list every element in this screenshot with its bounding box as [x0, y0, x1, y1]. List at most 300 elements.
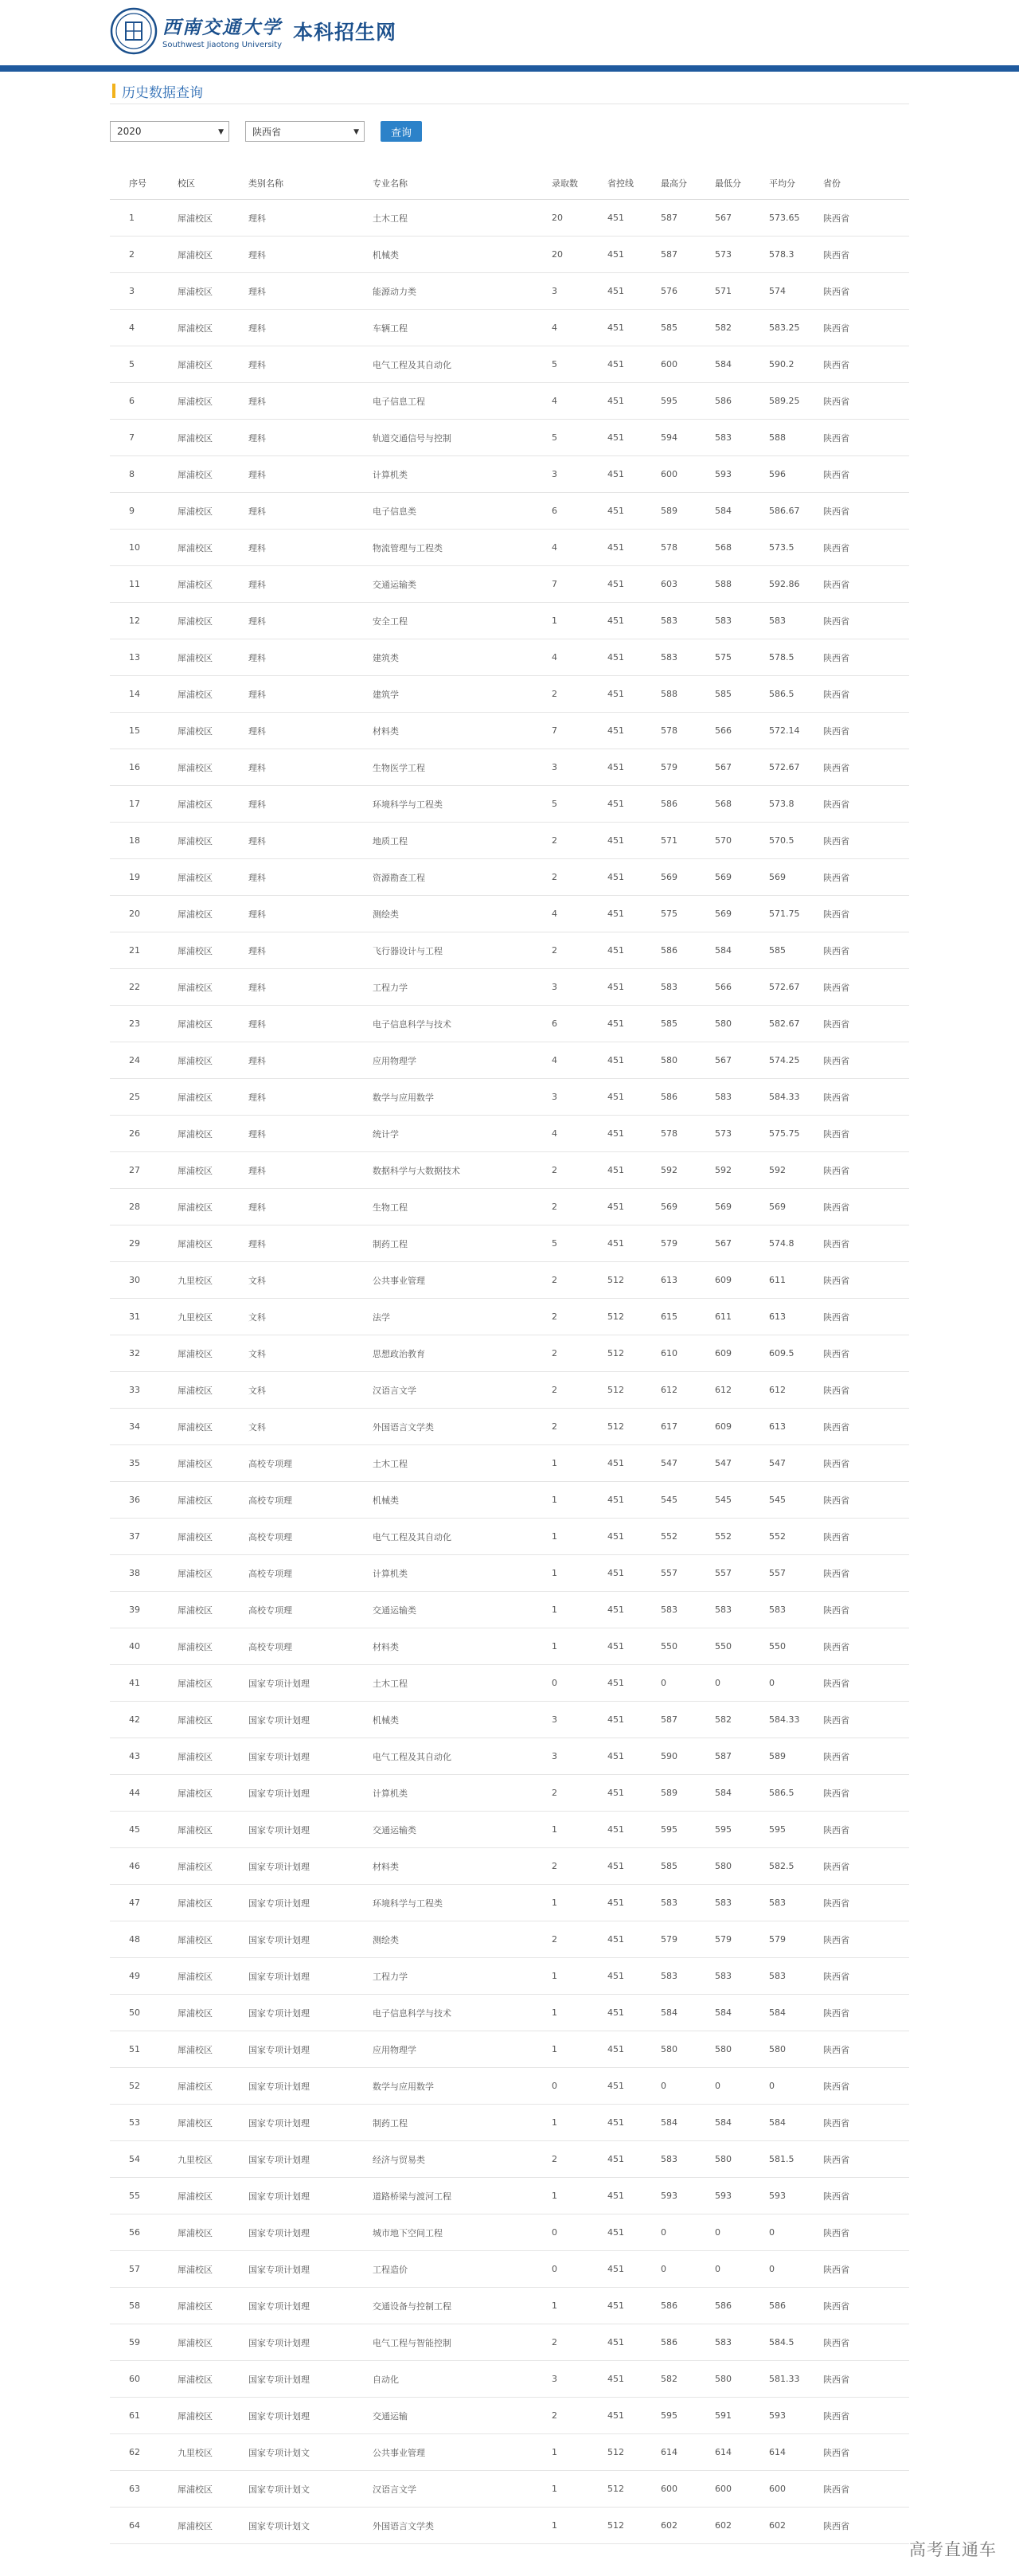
cell-min-score: 545 [696, 1482, 750, 1519]
cell-min-score: 586 [696, 383, 750, 420]
cell-avg-score: 582.5 [750, 1848, 804, 1885]
table-row [110, 859, 909, 896]
cell-campus: 犀浦校区 [158, 1152, 229, 1189]
cell-category: 理科 [229, 1152, 353, 1189]
cell-admitted: 3 [533, 1738, 588, 1775]
cell-min-score: 550 [696, 1628, 750, 1665]
column-header-campus: 校区 [158, 167, 229, 200]
cell-campus: 犀浦校区 [158, 2031, 229, 2068]
cell-avg-score: 611 [750, 1262, 804, 1299]
cell-min-score: 573 [696, 236, 750, 273]
cell-major: 公共事业管理 [353, 1262, 533, 1299]
table-row [110, 1775, 909, 1812]
cell-max-score: 0 [642, 1665, 696, 1702]
table-row [110, 1152, 909, 1189]
cell-avg-score: 588 [750, 420, 804, 456]
cell-max-score: 585 [642, 1848, 696, 1885]
table-row [110, 2471, 909, 2508]
cell-admitted: 1 [533, 1628, 588, 1665]
cell-category: 国家专项计划理 [229, 1775, 353, 1812]
cell-control-line: 451 [588, 2105, 642, 2141]
cell-campus: 犀浦校区 [158, 859, 229, 896]
cell-seq: 20 [110, 896, 158, 932]
cell-major: 数学与应用数学 [353, 1079, 533, 1116]
cell-avg-score: 586.5 [750, 676, 804, 713]
cell-province: 陕西省 [804, 749, 909, 786]
cell-avg-score: 593 [750, 2398, 804, 2434]
cell-avg-score: 589.25 [750, 383, 804, 420]
cell-campus: 犀浦校区 [158, 1225, 229, 1262]
cell-max-score: 578 [642, 530, 696, 566]
cell-campus: 犀浦校区 [158, 1738, 229, 1775]
cell-max-score: 614 [642, 2434, 696, 2471]
cell-control-line: 451 [588, 676, 642, 713]
cell-max-score: 585 [642, 310, 696, 346]
table-row [110, 346, 909, 383]
cell-avg-score: 574.8 [750, 1225, 804, 1262]
cell-control-line: 451 [588, 1812, 642, 1848]
table-row [110, 273, 909, 310]
cell-seq: 7 [110, 420, 158, 456]
cell-max-score: 579 [642, 1225, 696, 1262]
cell-max-score: 583 [642, 2141, 696, 2178]
cell-admitted: 1 [533, 2508, 588, 2544]
table-row [110, 310, 909, 346]
cell-province: 陕西省 [804, 1225, 909, 1262]
cell-category: 文科 [229, 1299, 353, 1335]
cell-min-score: 583 [696, 1079, 750, 1116]
cell-campus: 九里校区 [158, 1262, 229, 1299]
cell-avg-score: 574.25 [750, 1042, 804, 1079]
table-row [110, 786, 909, 823]
cell-campus: 犀浦校区 [158, 1995, 229, 2031]
cell-major: 制药工程 [353, 1225, 533, 1262]
cell-province: 陕西省 [804, 1885, 909, 1921]
cell-category: 理科 [229, 236, 353, 273]
main-content [110, 78, 909, 2531]
cell-province: 陕西省 [804, 2214, 909, 2251]
cell-seq: 39 [110, 1592, 158, 1628]
cell-control-line: 451 [588, 1738, 642, 1775]
table-row [110, 1555, 909, 1592]
cell-min-score: 575 [696, 639, 750, 676]
cell-admitted: 1 [533, 2031, 588, 2068]
cell-seq: 10 [110, 530, 158, 566]
cell-province: 陕西省 [804, 1482, 909, 1519]
cell-campus: 犀浦校区 [158, 493, 229, 530]
cell-admitted: 1 [533, 1482, 588, 1519]
cell-major: 工程造价 [353, 2251, 533, 2288]
cell-category: 高校专项理 [229, 1555, 353, 1592]
cell-seq: 43 [110, 1738, 158, 1775]
cell-province: 陕西省 [804, 969, 909, 1006]
cell-max-score: 579 [642, 1921, 696, 1958]
cell-category: 文科 [229, 1335, 353, 1372]
cell-admitted: 6 [533, 493, 588, 530]
cell-category: 理科 [229, 603, 353, 639]
cell-category: 国家专项计划理 [229, 1958, 353, 1995]
cell-control-line: 451 [588, 273, 642, 310]
cell-province: 陕西省 [804, 1299, 909, 1335]
cell-major: 汉语言文学 [353, 2471, 533, 2508]
cell-control-line: 451 [588, 2178, 642, 2214]
table-row [110, 2361, 909, 2398]
cell-avg-score: 586 [750, 2288, 804, 2324]
cell-min-score: 573 [696, 1116, 750, 1152]
cell-max-score: 583 [642, 1885, 696, 1921]
cell-campus: 犀浦校区 [158, 676, 229, 713]
cell-control-line: 512 [588, 1372, 642, 1409]
cell-major: 思想政治教育 [353, 1335, 533, 1372]
cell-admitted: 2 [533, 2398, 588, 2434]
query-button[interactable]: 查询 [381, 121, 422, 142]
cell-avg-score: 570.5 [750, 823, 804, 859]
cell-min-score: 569 [696, 1189, 750, 1225]
cell-seq: 57 [110, 2251, 158, 2288]
cell-major: 法学 [353, 1299, 533, 1335]
cell-avg-score: 578.3 [750, 236, 804, 273]
cell-seq: 16 [110, 749, 158, 786]
cell-max-score: 583 [642, 639, 696, 676]
cell-category: 文科 [229, 1262, 353, 1299]
cell-avg-score: 550 [750, 1628, 804, 1665]
cell-seq: 15 [110, 713, 158, 749]
cell-category: 国家专项计划理 [229, 2068, 353, 2105]
cell-province: 陕西省 [804, 1921, 909, 1958]
table-row [110, 823, 909, 859]
cell-admitted: 4 [533, 1116, 588, 1152]
cell-seq: 50 [110, 1995, 158, 2031]
cell-control-line: 512 [588, 2471, 642, 2508]
cell-seq: 32 [110, 1335, 158, 1372]
cell-major: 电气工程及其自动化 [353, 1519, 533, 1555]
cell-admitted: 2 [533, 1189, 588, 1225]
column-header-province: 省份 [804, 167, 909, 200]
cell-major: 计算机类 [353, 1555, 533, 1592]
table-row [110, 932, 909, 969]
cell-province: 陕西省 [804, 236, 909, 273]
cell-province: 陕西省 [804, 2508, 909, 2544]
cell-min-score: 547 [696, 1445, 750, 1482]
column-header-major: 专业名称 [353, 167, 533, 200]
cell-seq: 22 [110, 969, 158, 1006]
cell-seq: 14 [110, 676, 158, 713]
cell-max-score: 582 [642, 2361, 696, 2398]
cell-max-score: 575 [642, 896, 696, 932]
cell-major: 材料类 [353, 713, 533, 749]
cell-control-line: 451 [588, 530, 642, 566]
cell-avg-score: 584.33 [750, 1702, 804, 1738]
cell-min-score: 567 [696, 1042, 750, 1079]
table-row [110, 1445, 909, 1482]
cell-avg-score: 613 [750, 1299, 804, 1335]
cell-category: 理科 [229, 530, 353, 566]
cell-avg-score: 579 [750, 1921, 804, 1958]
cell-avg-score: 583.25 [750, 310, 804, 346]
cell-category: 国家专项计划理 [229, 2398, 353, 2434]
cell-province: 陕西省 [804, 1152, 909, 1189]
cell-major: 电气工程及其自动化 [353, 1738, 533, 1775]
header-divider-bar [0, 65, 1019, 72]
cell-control-line: 512 [588, 1262, 642, 1299]
cell-min-score: 567 [696, 200, 750, 236]
cell-category: 国家专项计划理 [229, 1921, 353, 1958]
cell-admitted: 5 [533, 346, 588, 383]
cell-max-score: 587 [642, 200, 696, 236]
cell-max-score: 589 [642, 493, 696, 530]
cell-min-score: 568 [696, 530, 750, 566]
cell-min-score: 584 [696, 1775, 750, 1812]
cell-admitted: 1 [533, 1885, 588, 1921]
table-row [110, 2434, 909, 2471]
table-row [110, 1262, 909, 1299]
cell-max-score: 613 [642, 1262, 696, 1299]
cell-major: 经济与贸易类 [353, 2141, 533, 2178]
table-row [110, 2031, 909, 2068]
cell-province: 陕西省 [804, 2141, 909, 2178]
cell-max-score: 617 [642, 1409, 696, 1445]
cell-major: 统计学 [353, 1116, 533, 1152]
cell-admitted: 1 [533, 603, 588, 639]
table-row [110, 1921, 909, 1958]
cell-province: 陕西省 [804, 1775, 909, 1812]
cell-avg-score: 573.5 [750, 530, 804, 566]
cell-control-line: 451 [588, 1958, 642, 1995]
watermark: 高考直通车 [909, 2540, 997, 2559]
cell-major: 数学与应用数学 [353, 2068, 533, 2105]
cell-seq: 51 [110, 2031, 158, 2068]
cell-admitted: 4 [533, 383, 588, 420]
table-row [110, 1848, 909, 1885]
cell-avg-score: 612 [750, 1372, 804, 1409]
cell-category: 国家专项计划理 [229, 1995, 353, 2031]
cell-campus: 犀浦校区 [158, 273, 229, 310]
university-seal-icon [110, 6, 158, 56]
cell-seq: 30 [110, 1262, 158, 1299]
cell-control-line: 451 [588, 1555, 642, 1592]
cell-max-score: 586 [642, 932, 696, 969]
cell-admitted: 1 [533, 1445, 588, 1482]
cell-major: 测绘类 [353, 896, 533, 932]
cell-category: 高校专项理 [229, 1628, 353, 1665]
cell-campus: 犀浦校区 [158, 639, 229, 676]
cell-major: 机械类 [353, 1482, 533, 1519]
cell-control-line: 451 [588, 1006, 642, 1042]
cell-max-score: 550 [642, 1628, 696, 1665]
cell-seq: 59 [110, 2324, 158, 2361]
table-row [110, 603, 909, 639]
cell-control-line: 451 [588, 786, 642, 823]
cell-min-score: 584 [696, 493, 750, 530]
cell-province: 陕西省 [804, 566, 909, 603]
cell-max-score: 580 [642, 1042, 696, 1079]
cell-campus: 犀浦校区 [158, 2508, 229, 2544]
chevron-down-icon: ▼ [218, 128, 224, 136]
cell-admitted: 3 [533, 1079, 588, 1116]
cell-campus: 犀浦校区 [158, 236, 229, 273]
cell-province: 陕西省 [804, 1445, 909, 1482]
cell-major: 交通运输 [353, 2398, 533, 2434]
cell-min-score: 569 [696, 896, 750, 932]
cell-max-score: 0 [642, 2251, 696, 2288]
cell-province: 陕西省 [804, 2361, 909, 2398]
school-name-en: Southwest Jiaotong University [162, 41, 283, 49]
cell-campus: 犀浦校区 [158, 1445, 229, 1482]
cell-max-score: 578 [642, 1116, 696, 1152]
cell-max-score: 595 [642, 383, 696, 420]
cell-max-score: 584 [642, 2105, 696, 2141]
column-header-max-score: 最高分 [642, 167, 696, 200]
logo[interactable] [110, 6, 396, 56]
cell-max-score: 571 [642, 823, 696, 859]
cell-major: 制药工程 [353, 2105, 533, 2141]
cell-province: 陕西省 [804, 2251, 909, 2288]
cell-admitted: 2 [533, 932, 588, 969]
column-header-category: 类别名称 [229, 167, 353, 200]
cell-seq: 58 [110, 2288, 158, 2324]
cell-major: 机械类 [353, 1702, 533, 1738]
cell-admitted: 3 [533, 2361, 588, 2398]
cell-control-line: 451 [588, 2141, 642, 2178]
cell-min-score: 612 [696, 1372, 750, 1409]
cell-admitted: 2 [533, 676, 588, 713]
cell-major: 工程力学 [353, 969, 533, 1006]
cell-category: 国家专项计划理 [229, 1738, 353, 1775]
cell-campus: 犀浦校区 [158, 200, 229, 236]
cell-campus: 犀浦校区 [158, 1555, 229, 1592]
cell-major: 城市地下空间工程 [353, 2214, 533, 2251]
cell-seq: 31 [110, 1299, 158, 1335]
cell-major: 测绘类 [353, 1921, 533, 1958]
cell-min-score: 611 [696, 1299, 750, 1335]
cell-admitted: 1 [533, 2105, 588, 2141]
cell-min-score: 583 [696, 1592, 750, 1628]
cell-control-line: 451 [588, 236, 642, 273]
cell-category: 理科 [229, 1042, 353, 1079]
cell-avg-score: 583 [750, 1885, 804, 1921]
cell-admitted: 20 [533, 200, 588, 236]
province-select[interactable] [245, 121, 365, 142]
cell-max-score: 583 [642, 1958, 696, 1995]
cell-seq: 4 [110, 310, 158, 346]
cell-admitted: 2 [533, 859, 588, 896]
cell-province: 陕西省 [804, 1812, 909, 1848]
cell-admitted: 2 [533, 1372, 588, 1409]
cell-admitted: 1 [533, 1995, 588, 2031]
cell-control-line: 451 [588, 200, 642, 236]
cell-max-score: 586 [642, 786, 696, 823]
column-header-min-score: 最低分 [696, 167, 750, 200]
cell-seq: 53 [110, 2105, 158, 2141]
cell-campus: 犀浦校区 [158, 1592, 229, 1628]
cell-category: 理科 [229, 493, 353, 530]
cell-avg-score: 584.33 [750, 1079, 804, 1116]
cell-avg-score: 572.67 [750, 749, 804, 786]
cell-seq: 17 [110, 786, 158, 823]
cell-major: 能源动力类 [353, 273, 533, 310]
cell-min-score: 584 [696, 1995, 750, 2031]
cell-admitted: 20 [533, 236, 588, 273]
cell-min-score: 569 [696, 859, 750, 896]
cell-category: 理科 [229, 823, 353, 859]
table-row [110, 749, 909, 786]
cell-major: 飞行器设计与工程 [353, 932, 533, 969]
table-row [110, 1812, 909, 1848]
cell-seq: 46 [110, 1848, 158, 1885]
cell-seq: 42 [110, 1702, 158, 1738]
cell-campus: 犀浦校区 [158, 1885, 229, 1921]
cell-avg-score: 584 [750, 2105, 804, 2141]
cell-control-line: 451 [588, 1042, 642, 1079]
cell-category: 国家专项计划理 [229, 2105, 353, 2141]
cell-campus: 犀浦校区 [158, 1665, 229, 1702]
cell-control-line: 451 [588, 2361, 642, 2398]
cell-max-score: 615 [642, 1299, 696, 1335]
cell-category: 理科 [229, 1116, 353, 1152]
column-header-control-line: 省控线 [588, 167, 642, 200]
cell-admitted: 2 [533, 1848, 588, 1885]
year-select[interactable] [110, 121, 229, 142]
table-row [110, 1995, 909, 2031]
cell-seq: 56 [110, 2214, 158, 2251]
cell-min-score: 580 [696, 2361, 750, 2398]
table-row [110, 2141, 909, 2178]
cell-campus: 犀浦校区 [158, 1775, 229, 1812]
cell-avg-score: 602 [750, 2508, 804, 2544]
cell-max-score: 579 [642, 749, 696, 786]
cell-category: 理科 [229, 969, 353, 1006]
cell-min-score: 580 [696, 2031, 750, 2068]
cell-min-score: 0 [696, 1665, 750, 1702]
cell-category: 理科 [229, 200, 353, 236]
cell-control-line: 451 [588, 1116, 642, 1152]
cell-admitted: 1 [533, 1555, 588, 1592]
table-row [110, 969, 909, 1006]
cell-avg-score: 592.86 [750, 566, 804, 603]
cell-campus: 犀浦校区 [158, 2178, 229, 2214]
chevron-down-icon: ▼ [353, 128, 359, 136]
cell-max-score: 612 [642, 1372, 696, 1409]
cell-max-score: 583 [642, 1592, 696, 1628]
cell-seq: 3 [110, 273, 158, 310]
cell-max-score: 595 [642, 1812, 696, 1848]
cell-category: 理科 [229, 896, 353, 932]
cell-control-line: 451 [588, 896, 642, 932]
cell-max-score: 602 [642, 2508, 696, 2544]
cell-category: 理科 [229, 273, 353, 310]
cell-avg-score: 589 [750, 1738, 804, 1775]
cell-seq: 1 [110, 200, 158, 236]
cell-min-score: 568 [696, 786, 750, 823]
cell-max-score: 603 [642, 566, 696, 603]
cell-category: 国家专项计划理 [229, 2361, 353, 2398]
cell-campus: 犀浦校区 [158, 1042, 229, 1079]
cell-control-line: 451 [588, 456, 642, 493]
cell-major: 生物工程 [353, 1189, 533, 1225]
cell-max-score: 586 [642, 2324, 696, 2361]
cell-province: 陕西省 [804, 1116, 909, 1152]
cell-max-score: 0 [642, 2214, 696, 2251]
cell-category: 国家专项计划理 [229, 1665, 353, 1702]
cell-admitted: 2 [533, 1335, 588, 1372]
cell-control-line: 451 [588, 2068, 642, 2105]
year-select-value: 2020 [117, 126, 142, 137]
cell-province: 陕西省 [804, 530, 909, 566]
cell-major: 生物医学工程 [353, 749, 533, 786]
cell-category: 国家专项计划理 [229, 1702, 353, 1738]
cell-avg-score: 0 [750, 2251, 804, 2288]
cell-min-score: 571 [696, 273, 750, 310]
